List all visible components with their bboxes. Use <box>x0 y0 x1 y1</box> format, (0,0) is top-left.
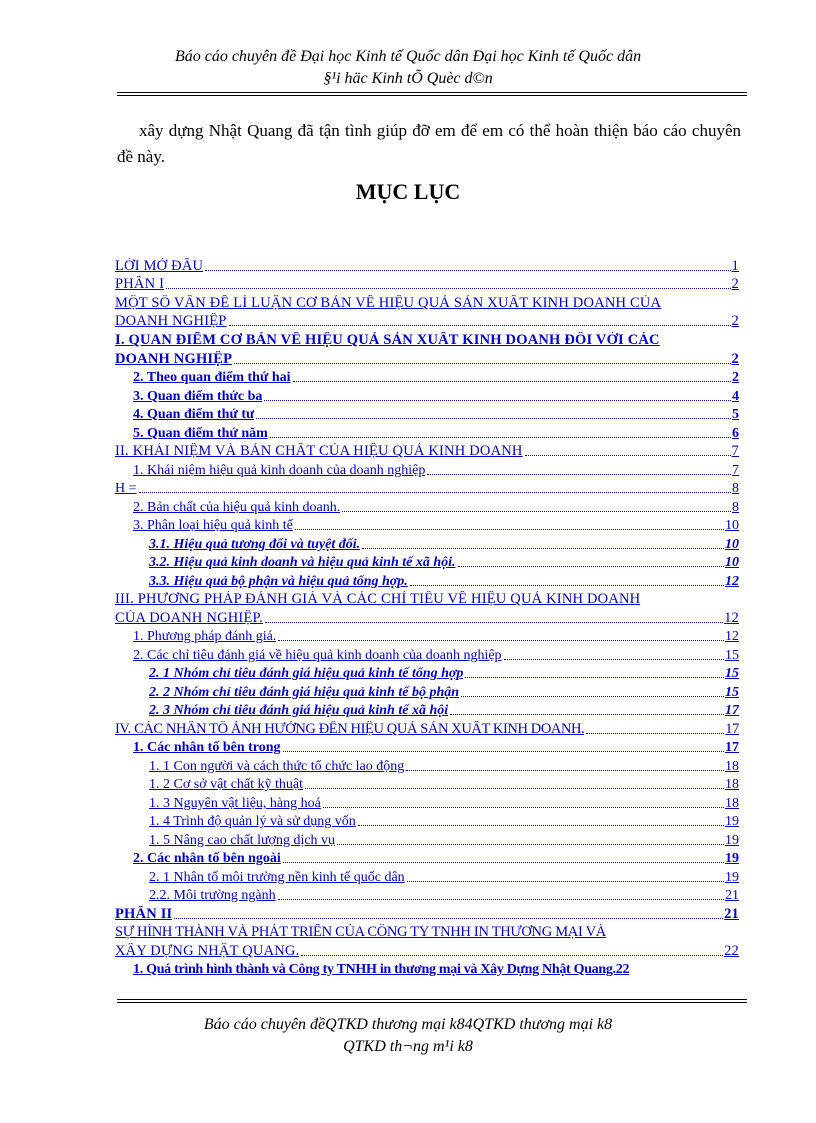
toc-entry[interactable]: 2. 1 Nhân tố môi trường nền kinh tế quốc dân 19 <box>149 870 739 885</box>
toc-entry[interactable]: SỰ HÌNH THÀNH VÀ PHÁT TRIỂN CỦA CÔNG TY TNHH IN THƯƠNG MẠI VÀ <box>115 924 606 940</box>
toc-entry[interactable]: 2. 3 Nhóm chỉ tiêu đánh giá hiệu quả kinh tế xã hội 17 <box>149 703 739 718</box>
toc-entry[interactable]: 5. Quan điểm thứ năm 6 <box>133 426 739 441</box>
toc-entry[interactable]: 1. Các nhân tố bên trong 17 <box>133 740 739 755</box>
header-rule-2 <box>117 95 747 96</box>
toc-entry[interactable]: 1. Quá trình hình thành và Công ty TNHH in thương mại và Xây Dựng Nhật Quang. 22 <box>133 962 630 977</box>
header-rule <box>117 92 747 93</box>
toc-entry[interactable]: I. QUAN ĐIỂM CƠ BẢN VỀ HIỆU QUẢ SẢN XUẤT KINH DOANH ĐỐI VỚI CÁC <box>115 332 660 348</box>
toc-entry[interactable]: PHẦN I 2 <box>115 276 739 292</box>
toc-entry[interactable]: 1. 3 Nguyên vật liệu, hàng hoá 18 <box>149 796 739 811</box>
toc-entry[interactable]: H = 8 <box>115 481 739 496</box>
running-header: Báo cáo chuyên đề Đại học Kinh tế Quốc dân Đại học Kinh tế Quốc dân <box>174 48 642 65</box>
page-title: MỤC LỤC <box>355 179 461 204</box>
toc-entry[interactable]: 1. 5 Nâng cao chất lượng dịch vụ 19 <box>149 833 739 848</box>
toc-entry[interactable]: 1. Phương pháp đánh giá. 12 <box>133 629 739 644</box>
toc-entry[interactable]: XÂY DỰNG NHẬT QUANG. 22 <box>115 943 739 959</box>
toc-entry[interactable]: DOANH NGHIỆP 2 <box>115 351 739 367</box>
toc-entry[interactable]: 2.2. Môi trường ngành 21 <box>149 888 739 903</box>
toc-entry[interactable]: 2. Các nhân tố bên ngoài 19 <box>133 851 739 866</box>
toc-entry[interactable]: 1. 4 Trình độ quản lý và sử dụng vốn 19 <box>149 814 739 829</box>
toc-entry[interactable]: 4. Quan điểm thứ tư 5 <box>133 407 739 422</box>
toc-entry[interactable]: 3. Quan điểm thức ba 4 <box>133 389 739 404</box>
toc-entry[interactable]: 1. 1 Con người và cách thức tổ chức lao động 18 <box>149 759 739 774</box>
toc-entry[interactable]: DOANH NGHIỆP 2 <box>115 313 739 329</box>
running-header-encoded: §¹i häc Kinh tÕ Quèc d©n <box>323 70 493 87</box>
footer-rule <box>117 999 747 1000</box>
toc-entry[interactable]: 3.3. Hiệu quả bộ phận và hiệu quả tổng hợp. 12 <box>149 574 739 589</box>
toc-entry[interactable]: 3.2. Hiệu quả kinh doanh và hiệu quả kinh tế xã hội. 10 <box>149 555 739 570</box>
intro-paragraph: xây dựng Nhật Quang đã tận tình giúp đỡ em để em có thể hoàn thiện báo cáo chuyên đề này. <box>117 121 741 166</box>
running-footer: Báo cáo chuyên đềQTKD thương mại k84QTKD thương mại k8 <box>203 1016 613 1033</box>
toc-entry[interactable]: 2. Theo quan điểm thứ hai 2 <box>133 370 739 385</box>
toc-entry[interactable]: 2. 2 Nhóm chỉ tiêu đánh giá hiệu quả kinh tế bộ phận 15 <box>149 685 739 700</box>
toc-entry[interactable]: 3.1. Hiệu quả tương đối và tuyệt đối. 10 <box>149 537 739 552</box>
toc-entry[interactable]: III. PHƯƠNG PHÁP ĐÁNH GIÁ VÀ CÁC CHỈ TIÊU VỀ HIỆU QUẢ KINH DOANH <box>115 591 641 607</box>
toc-entry[interactable]: IV. CÁC NHÂN TỐ ẢNH HƯỞNG ĐẾN HIỆU QUẢ SẢN XUẤT KINH DOANH. 17 <box>115 721 739 737</box>
toc-entry[interactable]: 2. Bản chất của hiệu quả kinh doanh. 8 <box>133 500 739 515</box>
toc-entry[interactable]: 2. 1 Nhóm chỉ tiêu đánh giá hiệu quả kinh tế tổng hợp 15 <box>149 666 739 681</box>
footer-rule-2 <box>117 1002 747 1003</box>
toc-entry[interactable]: 3. Phân loại hiệu quả kinh tế 10 <box>133 518 739 533</box>
toc-entry[interactable]: MỘT SỐ VẤN ĐỀ LÍ LUẬN CƠ BẢN VỀ HIỆU QUẢ SẢN XUẤT KINH DOANH CỦA <box>115 295 662 311</box>
toc-entry[interactable]: 1. Khái niệm hiệu quả kinh doanh của doanh nghiệp 7 <box>133 463 739 478</box>
toc-entry[interactable]: II. KHÁI NIỆM VÀ BẢN CHẤT CỦA HIỆU QUẢ KINH DOANH 7 <box>115 443 739 459</box>
toc-entry[interactable]: 2. Các chỉ tiêu đánh giá về hiệu quả kinh doanh của doanh nghiệp 15 <box>133 648 739 663</box>
toc-entry[interactable]: 1. 2 Cơ sở vật chất kỹ thuật 18 <box>149 777 739 792</box>
toc-entry[interactable]: CỦA DOANH NGHIỆP. 12 <box>115 610 739 626</box>
running-footer-encoded: QTKD th¬ng m¹i k8 <box>343 1038 473 1055</box>
toc-entry[interactable]: PHẦN II 21 <box>115 906 739 922</box>
toc-entry[interactable]: LỜI MỞ ĐẦU 1 <box>115 258 739 274</box>
